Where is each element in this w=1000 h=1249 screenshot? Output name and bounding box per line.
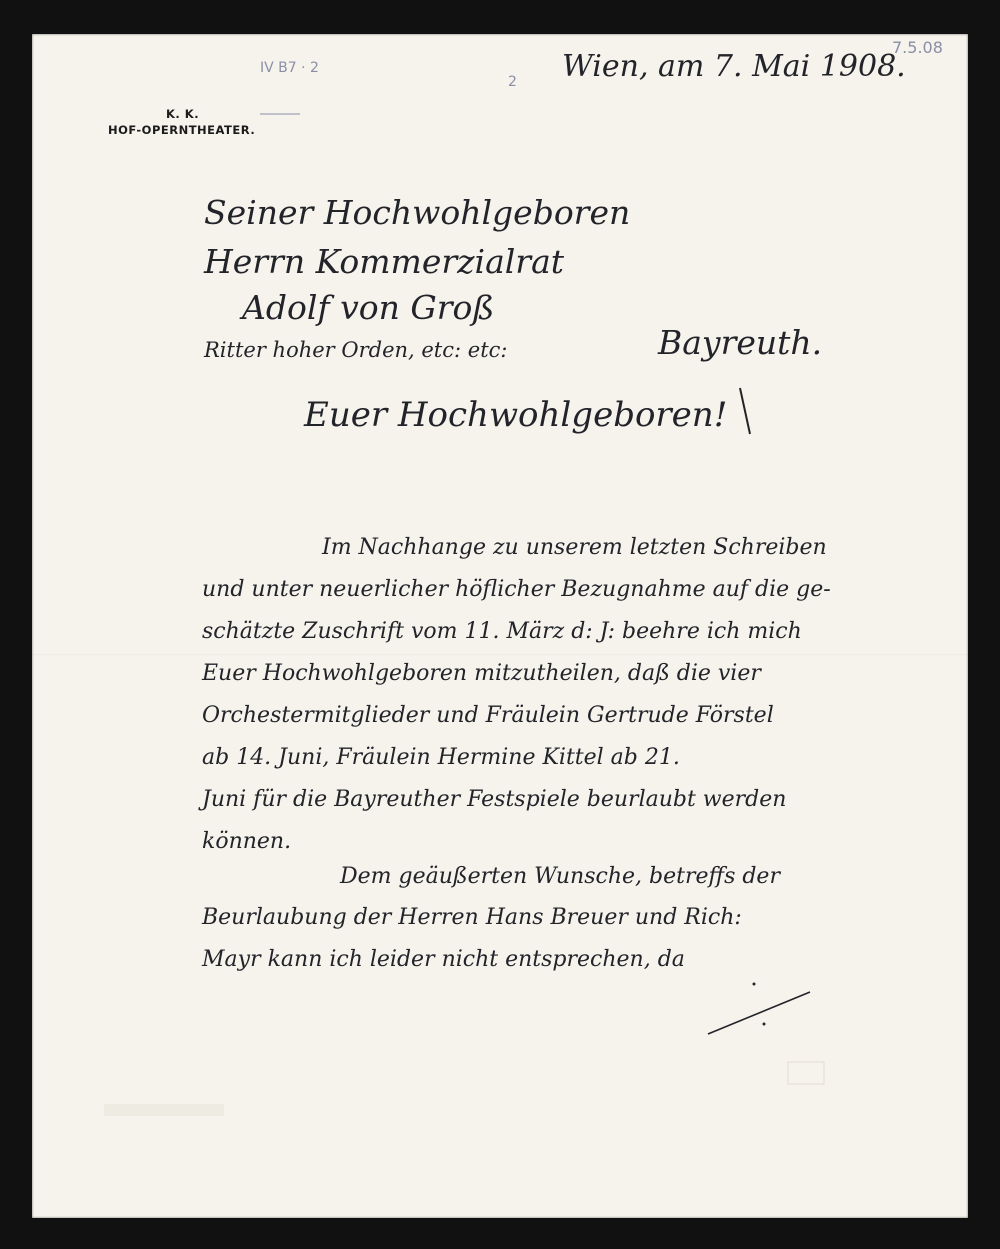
body-line: ab 14. Juni, Fräulein Hermine Kittel ab 21. [202, 745, 680, 770]
body-line: Orchestermitglieder und Fräulein Gertrude Förstel [202, 703, 774, 728]
body-line: Juni für die Bayreuther Festspiele beurlaubt werden [202, 787, 787, 812]
letterhead-kk: K. K. [166, 107, 200, 121]
dateline: Wien, am 7. Mai 1908. [562, 49, 906, 84]
address-line-4: Ritter hoher Orden, etc: etc: [204, 338, 508, 362]
body-line: Im Nachhange zu unserem letzten Schreiben [322, 535, 827, 560]
address-line-3: Adolf von Groß [242, 288, 495, 327]
continuation-dash [708, 992, 810, 1034]
body-line: können. [202, 829, 292, 854]
faint-stamp [788, 1062, 824, 1084]
pencil-date: 7.5.08 [892, 38, 943, 57]
body-line: Mayr kann ich leider nicht entsprechen, da [202, 947, 685, 972]
letterhead-theater: HOF-OPERNTHEATER. [108, 123, 256, 137]
letter-sheet [32, 34, 968, 1218]
salutation: Euer Hochwohlgeboren! [304, 395, 728, 435]
body-line: und unter neuerlicher höflicher Bezugnahme auf die ge- [202, 577, 831, 602]
address-line-1: Seiner Hochwohlgeboren [204, 193, 631, 232]
exclamation-stroke [740, 388, 750, 434]
address-line-2: Herrn Kommerzialrat [204, 242, 565, 281]
body-line: schätzte Zuschrift vom 11. März d: J: beehre ich mich [202, 619, 802, 644]
body-line: Beurlaubung der Herren Hans Breuer und Rich: [202, 905, 742, 930]
body-line: Dem geäußerten Wunsche, betreffs der [340, 864, 780, 889]
body-line: Euer Hochwohlgeboren mitzutheilen, daß die vier [202, 661, 761, 686]
shelf-mark: IV B7 · 2 [260, 60, 319, 76]
ink-dot [753, 983, 756, 986]
ink-dot [763, 1023, 766, 1026]
page-number: 2 [508, 74, 517, 90]
address-city: Bayreuth. [658, 323, 823, 362]
paper-fold [32, 654, 968, 656]
faint-stamp [104, 1104, 224, 1116]
